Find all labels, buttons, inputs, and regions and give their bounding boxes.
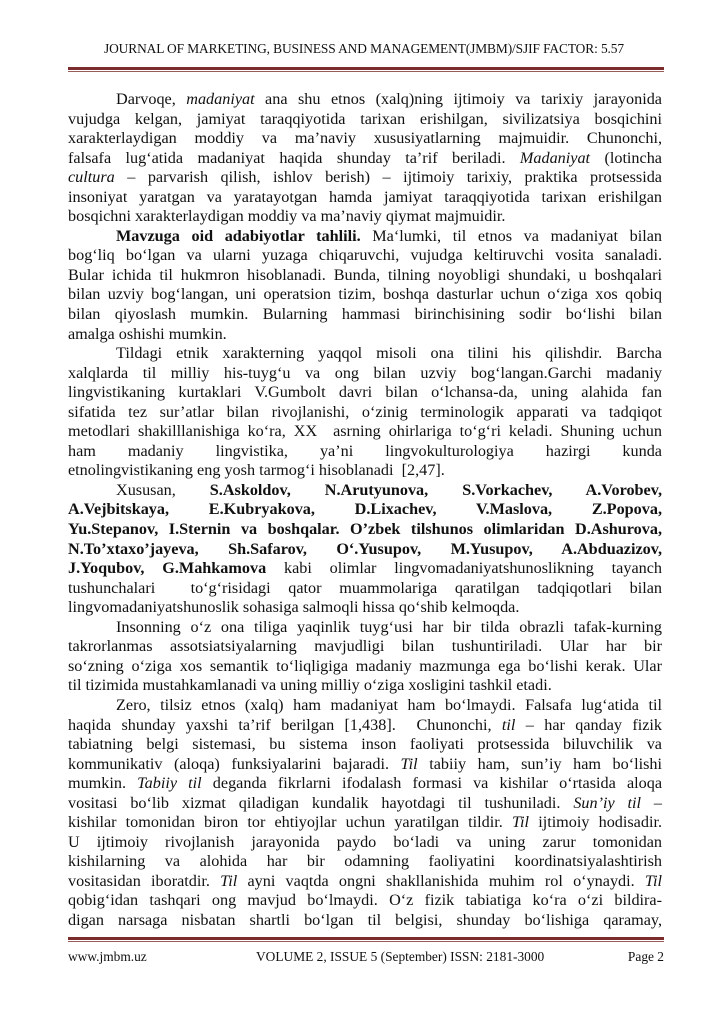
text-line bbox=[68, 911, 662, 931]
text-run: takrorlanmas assotsiatsiyalarning mavjudligi bilan tushuntiriladi. Ular har bir bbox=[68, 637, 662, 656]
text-run: Xususan, bbox=[116, 480, 210, 499]
text-run: xarakterlaydigan moddiy va ma’naviy xususiyatlarning majmuidir. Chunonchi, bbox=[68, 129, 662, 148]
text-line bbox=[68, 442, 662, 462]
text-line bbox=[68, 129, 662, 149]
text-line bbox=[68, 716, 662, 736]
bold-text: A.Vejbitskaya, E.Kubryakova, D.Lixachev, V.Maslova, Z.Popova, bbox=[68, 500, 662, 519]
text-run: sifatida tez sur’atlar bilan rivojlanishi, o‘zinig terminologik apparati va tadqiqot bbox=[68, 402, 662, 421]
bold-text: J.Yoqubov, G.Mahkamova bbox=[68, 559, 267, 578]
italic-text: madaniyat bbox=[186, 90, 255, 108]
text-line bbox=[68, 285, 662, 305]
text-run: Bular ichida til hukmron hisoblanadi. Bunda, tilning noyobligi shundaki, u boshqalari bbox=[68, 265, 662, 284]
italic-text: cultura bbox=[68, 168, 115, 187]
text-line bbox=[68, 188, 662, 208]
text-line bbox=[68, 891, 662, 911]
italic-text: Til bbox=[511, 813, 530, 832]
text-run: metodlari shakilllanishiga ko‘ra, XX asrning ohirlariga to‘g‘ri keladi. Shuning uchun bbox=[68, 422, 662, 441]
text-run: ayni vaqtda ongni shakllanishida muhim rol o‘ynaydi. bbox=[237, 871, 645, 890]
text-line bbox=[68, 168, 662, 188]
text-run: vujudga kelgan, jamiyat taraqqiyotida tarixan erishilgan, sivilizatsiya bosqichini bbox=[68, 109, 662, 128]
text-run: Ma‘lumki, til etnos va madaniyat bilan bbox=[360, 226, 662, 245]
text-line bbox=[68, 422, 662, 442]
footer-website: www.jmbm.uz bbox=[68, 949, 147, 964]
italic-text: til bbox=[501, 715, 516, 734]
text-line bbox=[68, 618, 662, 638]
text-line bbox=[68, 852, 662, 872]
text-line bbox=[68, 500, 662, 520]
text-run: bilan uzviy bog‘langan, uni operatsion tizim, boshqa dasturlar uchun o‘ziga xos qobiq bbox=[68, 285, 662, 304]
text-run: ham madaniy lingvistika, ya’ni lingvokulturologiya hazirgi kunda bbox=[68, 441, 662, 460]
text-run: deganda fikrlarni ifodalash formasi va kishilar o‘rtasida aloqa bbox=[201, 774, 663, 793]
footer-page-number: Page 2 bbox=[627, 949, 664, 964]
text-run: lingvomadaniyatshunoslik sohasiga salmoqli hissa qo‘shib kelmoqda. bbox=[68, 598, 520, 617]
text-line bbox=[68, 540, 662, 560]
text-run: – parvarish qilish, ishlov berish) – ijtimoiy tarixiy, praktika protsessida bbox=[114, 168, 662, 187]
text-run: vositasi bo‘lib xizmat qiladigan kundalik hayotdagi til tushuniladi. bbox=[68, 793, 574, 812]
text-run: Zero, tilsiz etnos (xalq) ham madaniyat ham bo‘lmaydi. Falsafa lug‘atida til bbox=[116, 695, 662, 714]
italic-text: Tabiiy til bbox=[137, 774, 202, 793]
text-run: digan narsaga nisbatan shartli bo‘lgan til belgisi, shunday bo‘lishiga qaramay, bbox=[68, 910, 662, 929]
text-run: bog‘liq bo‘lgan va ularni yuzaga chiqaruvchi, vujudga keltiruvchi vosita sanaladi. bbox=[68, 246, 662, 265]
text-line bbox=[68, 266, 662, 286]
text-run: U ijtimoiy rivojlanish jarayonida paydo bo‘ladi va uning zarur tomonidan bbox=[68, 832, 662, 851]
footer-issue: VOLUME 2, ISSUE 5 (September) ISSN: 2181-3000 bbox=[256, 949, 545, 964]
bold-text: Mavzuga oid adabiyotlar tahlili. bbox=[116, 226, 361, 245]
text-line bbox=[68, 481, 662, 501]
text-line bbox=[68, 520, 662, 540]
paragraph bbox=[68, 227, 662, 344]
text-line bbox=[68, 833, 662, 853]
text-line bbox=[68, 364, 662, 384]
text-line bbox=[68, 246, 662, 266]
italic-text: Til bbox=[400, 754, 418, 773]
text-run: kishilarning va alohida har bir odamning faoliyatini koordinatsiyalashtirish bbox=[68, 852, 662, 871]
text-run: kabi olimlar lingvomadaniyatshunoslikning tayanch bbox=[266, 559, 662, 578]
text-line bbox=[68, 344, 662, 364]
text-run: til tizimida mustahkamlanadi va uning milliy o‘ziga xosligini tashkil etadi. bbox=[68, 676, 552, 695]
text-run: insoniyat yaratgan va yaratayotgan hamda jamiyat taraqqiyotida tarixan erishilgan bbox=[68, 187, 662, 206]
text-run: ijtimoiy hodisadir. bbox=[529, 813, 662, 832]
text-line bbox=[68, 755, 662, 775]
text-line bbox=[68, 461, 662, 481]
text-run: tushunchalari to‘g‘risidagi qator muammolariga qaratilgan tadqiqotlari bilan bbox=[68, 578, 662, 597]
text-run: vositasidan iboratdir. bbox=[68, 871, 221, 890]
text-line bbox=[68, 110, 662, 130]
text-line bbox=[68, 207, 662, 227]
text-line bbox=[68, 676, 662, 696]
journal-header: JOURNAL OF MARKETING, BUSINESS AND MANAGEMENT(JMBM)/SJIF FACTOR: 5.57 bbox=[104, 41, 624, 56]
text-run: falsafa lug‘atida madaniyat haqida shunday ta’rif beriladi. bbox=[68, 148, 520, 167]
paragraph bbox=[68, 481, 662, 618]
text-line bbox=[68, 774, 662, 794]
text-run: – bbox=[641, 793, 662, 812]
text-line bbox=[68, 872, 662, 892]
text-line bbox=[68, 149, 662, 169]
text-run: tabiatning belgi sistemasi, bu sistema inson faoliyati protsessida biluvchilik va bbox=[68, 735, 662, 754]
text-line bbox=[68, 403, 662, 423]
text-run: ana shu etnos (xalq)ning ijtimoiy va tarixiy jarayonida bbox=[254, 90, 662, 108]
text-run: mumkin. bbox=[68, 774, 138, 793]
paragraph bbox=[68, 618, 662, 696]
text-run: Tildagi etnik xarakterning yaqqol misoli ona tilini his qilishdir. Barcha bbox=[116, 344, 662, 363]
text-run: kishilar tomonidan biron tor ehtiyojlar uchun yaratilgan tildir. bbox=[68, 813, 512, 832]
text-line bbox=[68, 637, 662, 657]
text-run: kommunikativ (aloqa) funksiyalarini bajaradi. bbox=[68, 754, 401, 773]
paragraph bbox=[68, 344, 662, 481]
text-run: amalga oshishi mumkin. bbox=[68, 324, 227, 343]
article-body bbox=[68, 90, 662, 931]
text-run: xalqlarda til milliy his-tuyg‘u va ong bilan uzviy bog‘langan.Garchi madaniy bbox=[68, 363, 662, 382]
text-line bbox=[68, 696, 662, 716]
italic-text: Madaniyat bbox=[519, 148, 591, 167]
text-run: Darvoqe, bbox=[116, 90, 187, 108]
bold-text: S.Askoldov, N.Arutyunova, S.Vorkachev, A.Vorobev, bbox=[209, 480, 662, 499]
footer-rule bbox=[68, 937, 664, 940]
text-run: haqida shunday yaxshi ta’rif berilgan [1,438]. Chunonchi, bbox=[68, 715, 502, 734]
text-run: bilan qiyoslash mumkin. Bularning hammasi birinchisining sodir bo‘lishi bilan bbox=[68, 305, 662, 324]
text-line bbox=[68, 598, 662, 618]
text-line bbox=[68, 559, 662, 579]
text-run: Insonning o‘z ona tiliga yaqinlik tuyg‘usi har bir tilda obrazli tafak-kurning bbox=[116, 617, 662, 636]
paragraph bbox=[68, 90, 662, 227]
header-rule bbox=[68, 67, 664, 70]
text-run: so‘zning o‘ziga xos semantik to‘liqligiga madaniy mazmunga ega bo‘lishi kerak. Ular bbox=[68, 656, 662, 675]
text-line bbox=[68, 794, 662, 814]
text-run: tabiiy ham, sun’iy ham bo‘lishi bbox=[417, 754, 662, 773]
text-line bbox=[68, 735, 662, 755]
text-run: – har qanday fizik bbox=[515, 715, 663, 734]
text-line bbox=[68, 657, 662, 677]
text-line bbox=[68, 383, 662, 403]
text-run: lingvistikaning kurtaklari V.Gumbolt davri bilan o‘lchansa-da, uning alahida fan bbox=[68, 383, 662, 402]
text-line bbox=[68, 325, 662, 345]
bold-text: N.To’xtaxo’jayeva, Sh.Safarov, O‘.Yusupov, M.Yusupov, A.Abduazizov, bbox=[68, 539, 662, 558]
text-line bbox=[68, 227, 662, 247]
text-line bbox=[68, 305, 662, 325]
text-run: (lotincha bbox=[590, 148, 662, 167]
text-run: etnolingvistikaning eng yosh tarmog‘i hisoblanadi [2,47]. bbox=[68, 461, 445, 480]
paragraph bbox=[68, 696, 662, 931]
text-run: bosqichni xarakterlaydigan moddiy va ma’naviy qiymat majmuidir. bbox=[68, 207, 506, 226]
italic-text: Sun’iy til bbox=[573, 793, 642, 812]
bold-text: Yu.Stepanov, I.Sternin va boshqalar. O’zbek tilshunos olimlaridan D.Ashurova, bbox=[68, 520, 662, 539]
text-line bbox=[68, 579, 662, 599]
text-run: qobig‘idan tashqari ong mavjud bo‘lmaydi. O‘z fizik tabiatiga ko‘ra o‘zi bildira- bbox=[68, 891, 662, 910]
italic-text: Til bbox=[644, 871, 662, 890]
text-line bbox=[68, 813, 662, 833]
italic-text: Til bbox=[220, 871, 238, 890]
text-line bbox=[68, 90, 662, 110]
